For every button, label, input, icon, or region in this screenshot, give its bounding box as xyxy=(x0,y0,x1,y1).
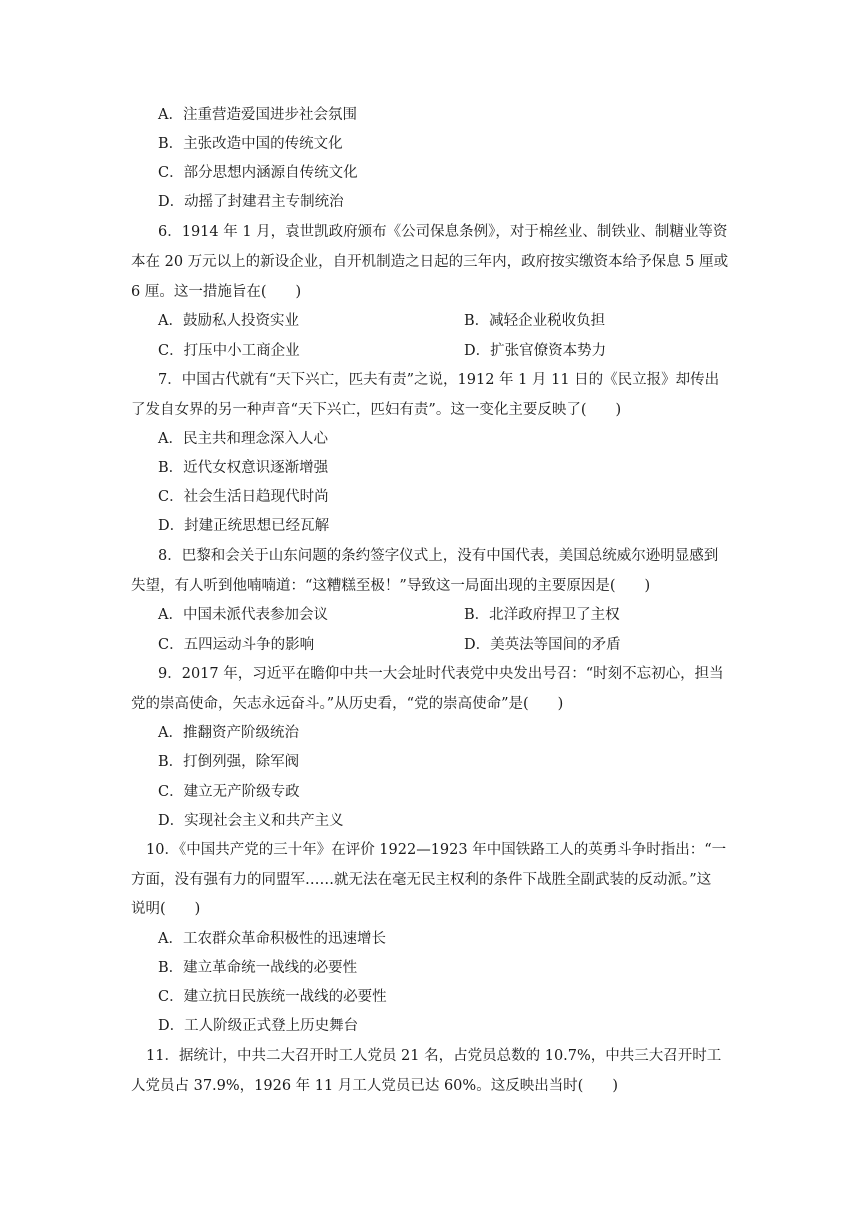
q7-option-b: B．近代女权意识逐渐增强 xyxy=(158,460,329,476)
q6-option-d: D．扩张官僚资本势力 xyxy=(464,343,607,359)
q5-option-c: C．部分思想内涵源自传统文化 xyxy=(158,165,358,181)
q8-option-d: D．美英法等国间的矛盾 xyxy=(464,637,621,653)
q6-option-c: C．打压中小工商企业 xyxy=(158,343,300,359)
q11-stem-line-2: 人党员占 37.9%，1926 年 11 月工人党员已达 60%。这反映出当时( ) xyxy=(131,1078,619,1094)
q8-stem-line-2: 失望，有人听到他喃喃道：“这糟糕至极！”导致这一局面出现的主要原因是( ) xyxy=(131,578,651,594)
q7-stem-line-1: 7．中国古代就有“天下兴亡，匹夫有责”之说，1912 年 1 月 11 日的《民立报》却传出 xyxy=(158,372,720,388)
q10-stem-line-1: 10．《中国共产党的三十年》在评价 1922—1923 年中国铁路工人的英勇斗争时指出：“一 xyxy=(146,842,727,858)
q10-option-d: D．工人阶级正式登上历史舞台 xyxy=(158,1018,359,1034)
q8-option-a: A．中国未派代表参加会议 xyxy=(158,607,328,623)
q10-stem-line-2: 方面，没有强有力的同盟军……就无法在毫无民主权利的条件下战胜全副武装的反动派。”这 xyxy=(131,872,712,888)
q7-stem-line-2: 了发自女界的另一种声音“天下兴亡，匹妇有责”。这一变化主要反映了( ) xyxy=(131,402,622,418)
q9-stem-line-1: 9．2017 年，习近平在瞻仰中共一大会址时代表党中央发出号召：“时刻不忘初心，担当 xyxy=(158,666,724,682)
q11-stem-line-1: 11．据统计，中共二大召开时工人党员 21 名，占党员总数的 10.7%，中共三大召开时工 xyxy=(146,1048,722,1064)
q5-option-b: B．主张改造中国的传统文化 xyxy=(158,136,343,152)
q10-stem-line-3: 说明( ) xyxy=(131,901,201,917)
q9-stem-line-2: 党的崇高使命，矢志永远奋斗。”从历史看，“党的崇高使命”是( ) xyxy=(131,696,564,712)
q6-stem-line-3: 6 厘。这一措施旨在( ) xyxy=(131,284,302,300)
q9-option-a: A．推翻资产阶级统治 xyxy=(158,725,299,741)
q10-option-b: B．建立革命统一战线的必要性 xyxy=(158,960,358,976)
q10-option-a: A．工农群众革命积极性的迅速增长 xyxy=(158,931,386,947)
q9-option-c: C．建立无产阶级专政 xyxy=(158,784,300,800)
q6-stem-line-1: 6．1914 年 1 月，袁世凯政府颁布《公司保息条例》，对于棉丝业、制铁业、制糖业等资 xyxy=(158,224,728,240)
q9-option-b: B．打倒列强，除军阀 xyxy=(158,754,300,770)
q7-option-d: D．封建正统思想已经瓦解 xyxy=(158,518,330,534)
q6-option-a: A．鼓励私人投资实业 xyxy=(158,313,299,329)
q9-option-d: D．实现社会主义和共产主义 xyxy=(158,813,344,829)
q8-option-c: C．五四运动斗争的影响 xyxy=(158,637,315,653)
q10-option-c: C．建立抗日民族统一战线的必要性 xyxy=(158,989,387,1005)
q5-option-a: A．注重营造爱国进步社会氛围 xyxy=(158,107,357,123)
q5-option-d: D．动摇了封建君主专制统治 xyxy=(158,194,344,210)
q6-option-b: B．减轻企业税收负担 xyxy=(464,313,606,329)
q6-stem-line-2: 本在 20 万元以上的新设企业，自开机制造之日起的三年内，政府按实缴资本给予保息 5 厘或 xyxy=(131,254,729,270)
q7-option-a: A．民主共和理念深入人心 xyxy=(158,431,328,447)
q8-option-b: B．北洋政府捍卫了主权 xyxy=(464,607,620,623)
q7-option-c: C．社会生活日趋现代时尚 xyxy=(158,489,329,505)
q8-stem-line-1: 8．巴黎和会关于山东问题的条约签字仪式上，没有中国代表，美国总统威尔逊明显感到 xyxy=(158,548,719,564)
